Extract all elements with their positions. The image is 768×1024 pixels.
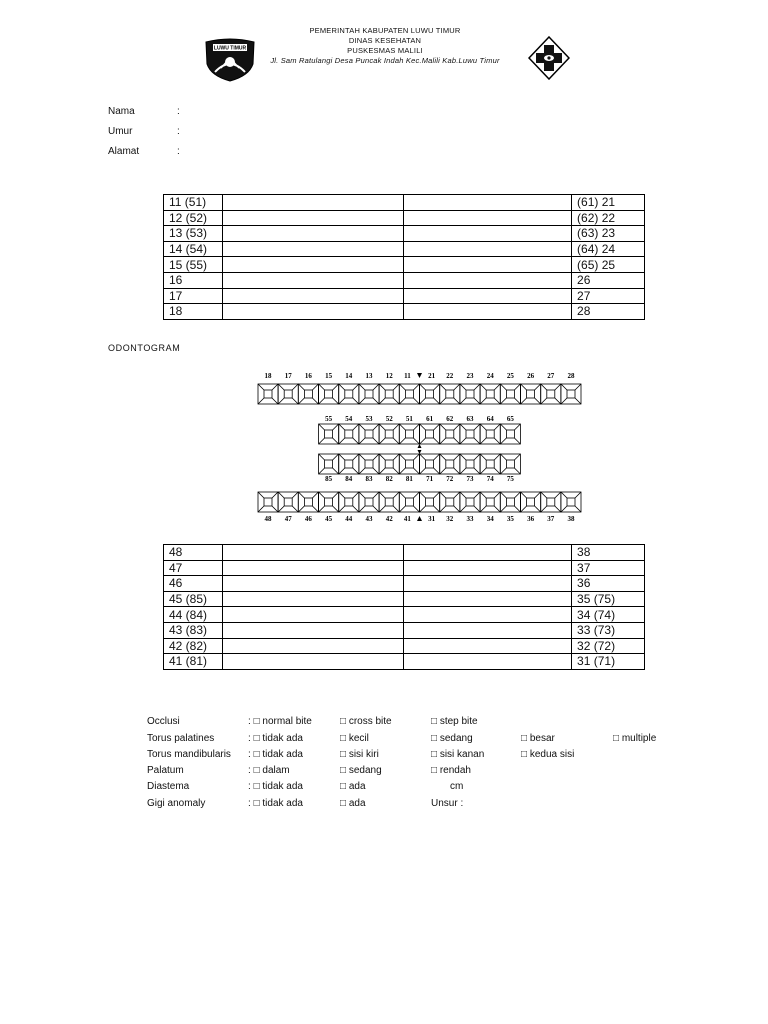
exam-checkbox-option[interactable] <box>248 716 312 727</box>
exam-label: Torus palatines <box>147 733 215 744</box>
tooth-number-left: 18 <box>164 304 223 320</box>
tooth-diagram[interactable] <box>500 492 520 512</box>
tooth-number: 55 <box>325 415 333 423</box>
tooth-number-right: (61) 21 <box>572 195 645 211</box>
tooth-number: 42 <box>385 515 393 523</box>
tooth-number: 32 <box>446 515 454 523</box>
exam-checkbox-option[interactable]: □ sisi kiri <box>340 749 379 760</box>
tooth-number: 17 <box>284 372 292 380</box>
tooth-diagram[interactable] <box>440 492 460 512</box>
tooth-number: 52 <box>385 415 393 423</box>
tooth-number: 85 <box>325 475 333 483</box>
tooth-number-right: 28 <box>572 304 645 320</box>
tooth-diagram[interactable] <box>561 384 581 404</box>
exam-colon: : <box>248 749 254 760</box>
tooth-note-cell[interactable] <box>222 210 404 226</box>
upper-teeth-table <box>163 194 645 320</box>
tooth-diagram[interactable] <box>420 454 440 474</box>
tooth-number-left: 16 <box>164 272 223 288</box>
exam-label: Occlusi <box>147 716 180 727</box>
header-line-1: PEMERINTAH KABUPATEN LUWU TIMUR <box>309 26 461 35</box>
tooth-diagram[interactable] <box>298 384 318 404</box>
tooth-number: 27 <box>547 372 555 380</box>
tooth-note-cell[interactable] <box>222 288 404 304</box>
exam-checkbox-option[interactable] <box>248 733 303 744</box>
tooth-note-cell[interactable] <box>222 195 404 211</box>
address-colon: : <box>177 146 180 157</box>
tooth-note-cell[interactable] <box>222 545 404 561</box>
tooth-number: 44 <box>345 515 353 523</box>
tooth-diagram[interactable] <box>480 492 500 512</box>
tooth-note-cell[interactable] <box>404 241 572 257</box>
tooth-number: 18 <box>264 372 272 380</box>
tooth-number: 45 <box>325 515 333 523</box>
tooth-number: 75 <box>506 475 514 483</box>
tooth-note-cell[interactable] <box>404 304 572 320</box>
tooth-number-right: 38 <box>572 545 645 561</box>
tooth-diagram[interactable] <box>500 424 520 444</box>
tooth-number: 51 <box>405 415 413 423</box>
tooth-diagram[interactable] <box>319 424 339 444</box>
tooth-number: 12 <box>385 372 393 380</box>
exam-checkbox-option[interactable] <box>248 765 290 776</box>
tooth-diagram[interactable] <box>521 384 541 404</box>
tooth-number: 81 <box>405 475 413 483</box>
tooth-note-cell[interactable] <box>222 654 404 670</box>
tooth-diagram[interactable] <box>399 454 419 474</box>
tooth-note-cell[interactable] <box>222 272 404 288</box>
tooth-number: 84 <box>345 475 353 483</box>
tooth-diagram[interactable] <box>460 424 480 444</box>
tooth-number: 25 <box>506 372 514 380</box>
tooth-row <box>164 638 645 654</box>
tooth-row <box>164 607 645 623</box>
tooth-number: 73 <box>466 475 474 483</box>
tooth-note-cell[interactable] <box>222 241 404 257</box>
exam-label: Gigi anomaly <box>147 798 206 809</box>
exam-checkbox-option[interactable] <box>248 798 303 809</box>
regency-logo <box>203 38 257 82</box>
tooth-number: 31 <box>428 515 436 523</box>
tooth-note-cell[interactable] <box>222 607 404 623</box>
tooth-note-cell[interactable] <box>222 226 404 242</box>
exam-colon: : <box>248 733 254 744</box>
tooth-number-right: 27 <box>572 288 645 304</box>
tooth-number: 47 <box>284 515 292 523</box>
puskesmas-logo <box>528 36 570 80</box>
tooth-row <box>164 560 645 576</box>
address-label: Alamat <box>108 146 140 157</box>
tooth-number-right: 32 (72) <box>572 638 645 654</box>
header-line-2: DINAS KESEHATAN <box>348 36 422 45</box>
tooth-diagram[interactable] <box>399 384 419 404</box>
midline-double-arrow-icon <box>418 444 422 454</box>
tooth-number: 54 <box>345 415 353 423</box>
tooth-number-right: (65) 25 <box>572 257 645 273</box>
tooth-number-left: 48 <box>164 545 223 561</box>
tooth-diagram[interactable] <box>460 492 480 512</box>
tooth-row <box>164 304 645 320</box>
tooth-number-left: 43 (83) <box>164 622 223 638</box>
tooth-diagram[interactable] <box>399 424 419 444</box>
lower-teeth-table <box>163 544 645 670</box>
tooth-number: 64 <box>486 415 494 423</box>
tooth-number-right: 34 (74) <box>572 607 645 623</box>
tooth-diagram[interactable] <box>541 384 561 404</box>
exam-checkbox-option[interactable]: □ multiple <box>613 733 657 744</box>
tooth-number-right: 35 (75) <box>572 591 645 607</box>
midline-up-arrow-icon <box>417 516 422 521</box>
tooth-row <box>164 257 645 273</box>
tooth-number-left: 11 (51) <box>164 195 223 211</box>
exam-text: Unsur : <box>431 798 464 809</box>
tooth-row <box>164 288 645 304</box>
tooth-number-left: 45 (85) <box>164 591 223 607</box>
tooth-note-cell[interactable] <box>404 576 572 592</box>
header-block <box>250 26 520 66</box>
exam-checkbox-option[interactable]: □ kedua sisi <box>521 749 575 760</box>
tooth-diagram[interactable] <box>561 492 581 512</box>
exam-text: cm <box>450 781 464 792</box>
tooth-number: 34 <box>486 515 494 523</box>
tooth-note-cell[interactable] <box>404 638 572 654</box>
exam-option-label: □ tidak ada <box>253 798 303 809</box>
tooth-diagram[interactable] <box>258 492 278 512</box>
age-label: Umur <box>108 126 133 137</box>
tooth-diagram[interactable] <box>399 492 419 512</box>
tooth-number: 28 <box>567 372 575 380</box>
tooth-note-cell[interactable] <box>222 638 404 654</box>
tooth-note-cell[interactable] <box>404 654 572 670</box>
tooth-note-cell[interactable] <box>222 304 404 320</box>
tooth-diagram[interactable] <box>460 454 480 474</box>
tooth-diagram[interactable] <box>521 492 541 512</box>
tooth-row <box>164 622 645 638</box>
odontogram-chart <box>250 366 590 526</box>
tooth-number-right: 37 <box>572 560 645 576</box>
tooth-number: 72 <box>446 475 454 483</box>
tooth-number: 43 <box>365 515 373 523</box>
tooth-number: 63 <box>466 415 474 423</box>
odontogram-title: ODONTOGRAM <box>108 343 181 353</box>
tooth-diagram[interactable] <box>339 454 359 474</box>
tooth-diagram[interactable] <box>278 492 298 512</box>
tooth-diagram[interactable] <box>379 454 399 474</box>
tooth-note-cell[interactable] <box>404 288 572 304</box>
exam-checkbox-option[interactable]: □ besar <box>521 733 555 744</box>
tooth-diagram[interactable] <box>319 454 339 474</box>
tooth-row <box>164 272 645 288</box>
tooth-diagram[interactable] <box>541 492 561 512</box>
tooth-number: 35 <box>506 515 514 523</box>
tooth-number: 83 <box>365 475 373 483</box>
tooth-diagram[interactable] <box>339 492 359 512</box>
tooth-number: 26 <box>527 372 535 380</box>
tooth-diagram[interactable] <box>298 492 318 512</box>
tooth-number: 15 <box>325 372 333 380</box>
tooth-number-left: 14 (54) <box>164 241 223 257</box>
tooth-note-cell[interactable] <box>222 257 404 273</box>
tooth-note-cell[interactable] <box>404 560 572 576</box>
tooth-row <box>164 654 645 670</box>
exam-colon: : <box>248 798 254 809</box>
tooth-number: 21 <box>428 372 436 380</box>
exam-colon: : <box>248 781 254 792</box>
tooth-diagram[interactable] <box>440 424 460 444</box>
tooth-number-left: 47 <box>164 560 223 576</box>
tooth-note-cell[interactable] <box>222 591 404 607</box>
exam-checkbox-option[interactable]: □ ada <box>340 781 366 792</box>
tooth-number-right: (62) 22 <box>572 210 645 226</box>
tooth-note-cell[interactable] <box>222 560 404 576</box>
tooth-number: 22 <box>446 372 454 380</box>
tooth-number: 24 <box>486 372 494 380</box>
tooth-diagram[interactable] <box>319 384 339 404</box>
exam-option-label: □ tidak ada <box>253 733 303 744</box>
tooth-diagram[interactable] <box>359 424 379 444</box>
tooth-diagram[interactable] <box>500 384 520 404</box>
header-line-3: PUSKESMAS MALILI <box>347 46 423 55</box>
exam-label: Palatum <box>147 765 184 776</box>
tooth-number: 74 <box>486 475 494 483</box>
tooth-diagram[interactable] <box>278 384 298 404</box>
tooth-note-cell[interactable] <box>222 622 404 638</box>
exam-checkbox-option[interactable]: □ ada <box>340 798 366 809</box>
tooth-diagram[interactable] <box>480 384 500 404</box>
tooth-number-left: 15 (55) <box>164 257 223 273</box>
tooth-number-left: 12 (52) <box>164 210 223 226</box>
tooth-number-right: 36 <box>572 576 645 592</box>
tooth-diagram[interactable] <box>460 384 480 404</box>
exam-colon: : <box>248 716 254 727</box>
tooth-number: 53 <box>365 415 373 423</box>
tooth-row <box>164 195 645 211</box>
tooth-note-cell[interactable] <box>404 226 572 242</box>
tooth-row <box>164 241 645 257</box>
exam-label: Diastema <box>147 781 190 792</box>
svg-text:LUWU TIMUR: LUWU TIMUR <box>213 45 247 52</box>
tooth-diagram[interactable] <box>420 492 440 512</box>
tooth-number: 36 <box>527 515 535 523</box>
tooth-note-cell[interactable] <box>222 576 404 592</box>
tooth-number-left: 42 (82) <box>164 638 223 654</box>
tooth-diagram[interactable] <box>379 384 399 404</box>
exam-option-label: □ normal bite <box>253 716 312 727</box>
tooth-diagram[interactable] <box>359 454 379 474</box>
tooth-number: 61 <box>426 415 434 423</box>
tooth-diagram[interactable] <box>379 424 399 444</box>
exam-option-label: □ dalam <box>253 765 290 776</box>
tooth-diagram[interactable] <box>500 454 520 474</box>
tooth-number: 38 <box>567 515 575 523</box>
tooth-number: 11 <box>404 372 411 380</box>
tooth-row <box>164 226 645 242</box>
exam-checkbox-option[interactable] <box>248 749 303 760</box>
tooth-number-left: 46 <box>164 576 223 592</box>
tooth-number-right: (64) 24 <box>572 241 645 257</box>
exam-checkbox-option[interactable]: □ cross bite <box>340 716 392 727</box>
name-label: Nama <box>108 106 135 117</box>
tooth-number: 16 <box>304 372 312 380</box>
tooth-diagram[interactable] <box>359 384 379 404</box>
tooth-number: 37 <box>547 515 555 523</box>
exam-colon: : <box>248 765 254 776</box>
tooth-diagram[interactable] <box>319 492 339 512</box>
tooth-number-left: 13 (53) <box>164 226 223 242</box>
tooth-note-cell[interactable] <box>404 607 572 623</box>
age-colon: : <box>177 126 180 137</box>
tooth-number: 13 <box>365 372 373 380</box>
tooth-note-cell[interactable] <box>404 272 572 288</box>
exam-checkbox-option[interactable]: □ kecil <box>340 733 369 744</box>
tooth-number: 46 <box>304 515 312 523</box>
exam-label: Torus mandibularis <box>147 749 231 760</box>
exam-checkbox-option[interactable]: □ sedang <box>431 733 473 744</box>
tooth-number: 82 <box>385 475 393 483</box>
exam-option-label: □ tidak ada <box>253 781 303 792</box>
tooth-number-left: 17 <box>164 288 223 304</box>
tooth-diagram[interactable] <box>258 384 278 404</box>
tooth-number-left: 41 (81) <box>164 654 223 670</box>
tooth-diagram[interactable] <box>480 424 500 444</box>
tooth-number-left: 44 (84) <box>164 607 223 623</box>
exam-checkbox-option[interactable]: □ rendah <box>431 765 471 776</box>
tooth-number-right: 33 (73) <box>572 622 645 638</box>
tooth-number: 62 <box>446 415 454 423</box>
exam-option-label: □ tidak ada <box>253 749 303 760</box>
tooth-row <box>164 591 645 607</box>
tooth-note-cell[interactable] <box>404 257 572 273</box>
tooth-diagram[interactable] <box>420 424 440 444</box>
header-line-4: Jl. Sam Ratulangi Desa Puncak Indah Kec.Malili Kab.Luwu Timur <box>270 56 500 65</box>
tooth-note-cell[interactable] <box>404 195 572 211</box>
tooth-note-cell[interactable] <box>404 210 572 226</box>
tooth-diagram[interactable] <box>379 492 399 512</box>
exam-checkbox-option[interactable]: □ sedang <box>340 765 382 776</box>
tooth-diagram[interactable] <box>339 384 359 404</box>
tooth-diagram[interactable] <box>440 384 460 404</box>
tooth-note-cell[interactable] <box>404 622 572 638</box>
exam-checkbox-option[interactable] <box>248 781 303 792</box>
tooth-number: 14 <box>345 372 353 380</box>
midline-down-arrow-icon <box>417 373 422 378</box>
tooth-row <box>164 210 645 226</box>
tooth-number-right: 31 (71) <box>572 654 645 670</box>
tooth-diagram[interactable] <box>339 424 359 444</box>
tooth-number-right: (63) 23 <box>572 226 645 242</box>
tooth-row <box>164 576 645 592</box>
exam-checkbox-option[interactable]: □ sisi kanan <box>431 749 485 760</box>
tooth-number: 41 <box>403 515 411 523</box>
tooth-number: 65 <box>506 415 514 423</box>
name-colon: : <box>177 106 180 117</box>
tooth-number: 23 <box>466 372 474 380</box>
tooth-diagram[interactable] <box>440 454 460 474</box>
tooth-number: 33 <box>466 515 474 523</box>
tooth-row <box>164 545 645 561</box>
tooth-diagram[interactable] <box>359 492 379 512</box>
tooth-diagram[interactable] <box>480 454 500 474</box>
tooth-diagram[interactable] <box>420 384 440 404</box>
tooth-note-cell[interactable] <box>404 591 572 607</box>
tooth-number: 48 <box>264 515 272 523</box>
tooth-number: 71 <box>426 475 434 483</box>
exam-checkbox-option[interactable]: □ step bite <box>431 716 478 727</box>
tooth-note-cell[interactable] <box>404 545 572 561</box>
tooth-number-right: 26 <box>572 272 645 288</box>
